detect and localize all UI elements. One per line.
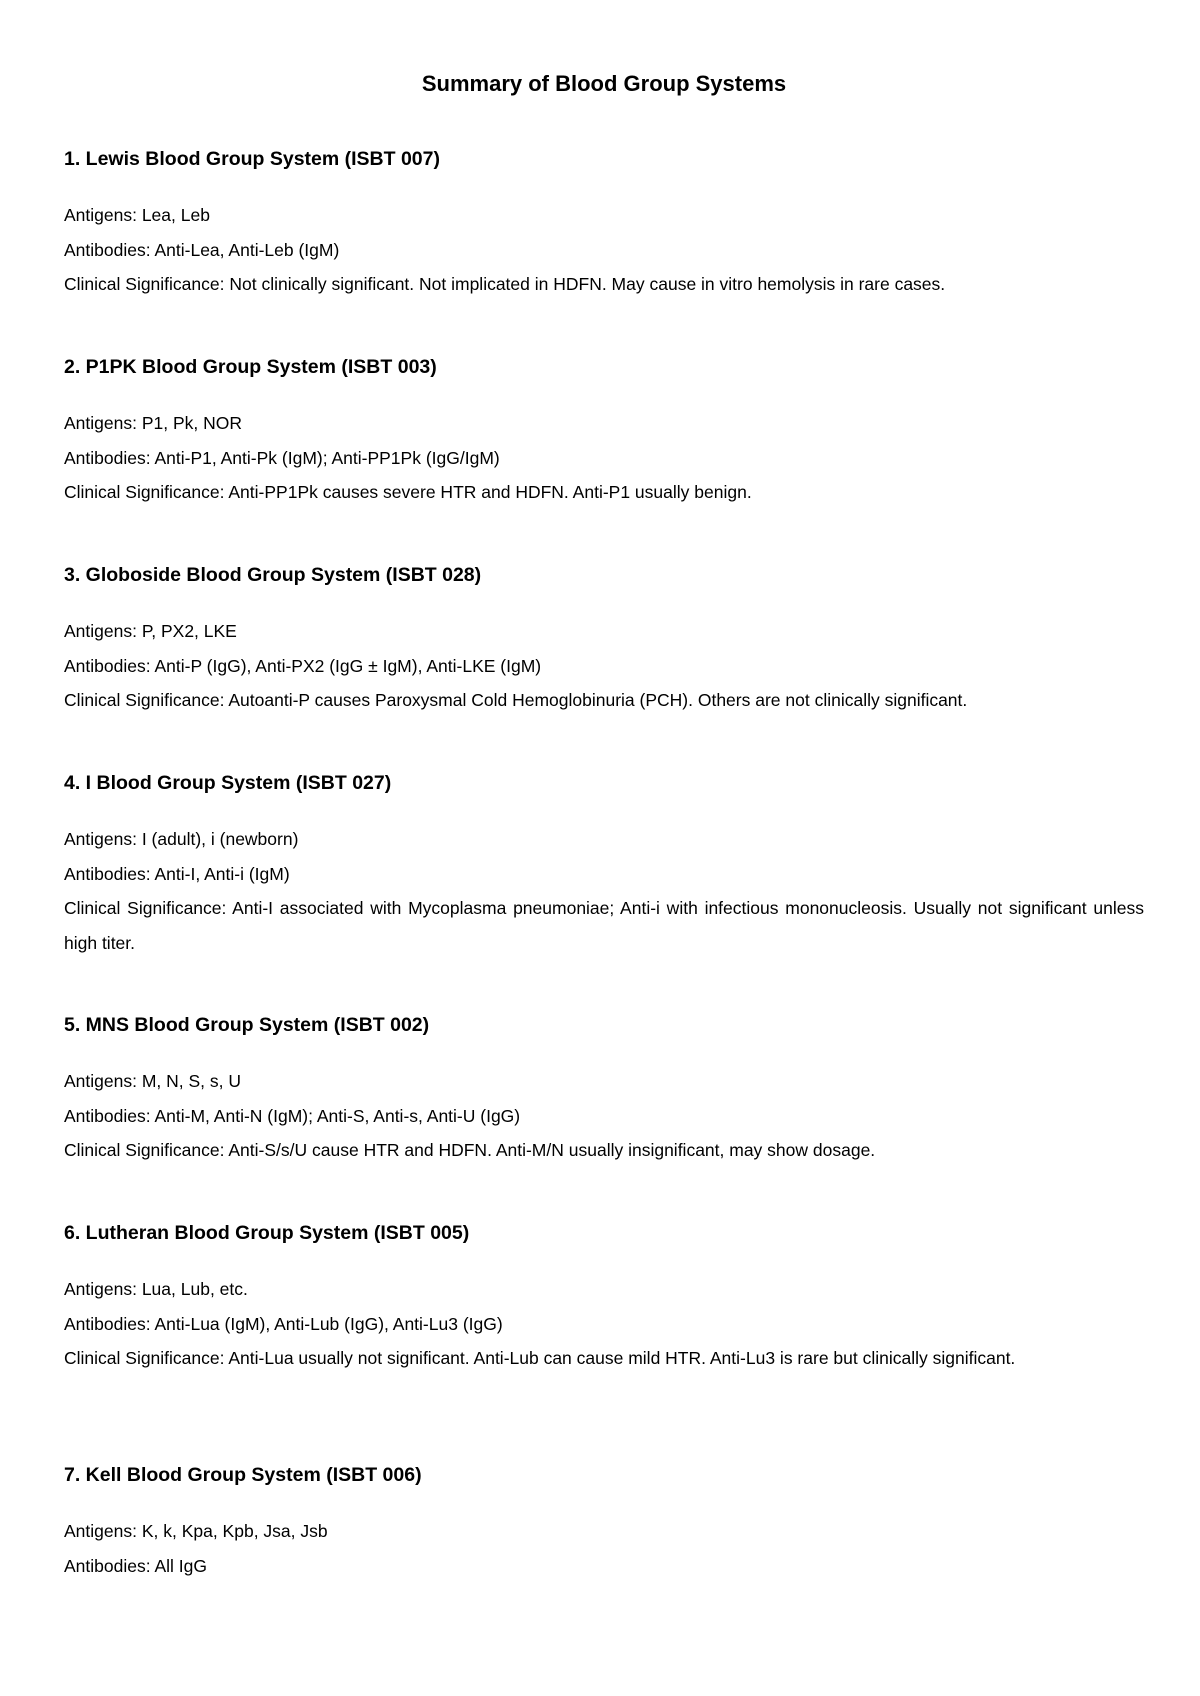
- clinical-significance-line: Clinical Significance: Not clinically significant. Not implicated in HDFN. May cause in vitro hemolysis in rare cases.: [64, 274, 946, 294]
- antigens-line: Antigens: M, N, S, s, U: [64, 1071, 241, 1091]
- section-globoside: [64, 560, 1144, 718]
- section-lewis: [64, 144, 1144, 302]
- clinical-significance-line: Clinical Significance: Anti-S/s/U cause HTR and HDFN. Anti-M/N usually insignificant, may show dosage.: [64, 1140, 876, 1160]
- antibodies-line: Antibodies: Anti-I, Anti-i (IgM): [64, 863, 290, 884]
- antibodies-line: Antibodies: Anti-Lua (IgM), Anti-Lub (IgG), Anti-Lu3 (IgG): [64, 1313, 503, 1334]
- antigens-line: Antigens: P, PX2, LKE: [64, 621, 237, 641]
- antigens-line: Antigens: I (adult), i (newborn): [64, 829, 299, 849]
- section-kell: [64, 1460, 1144, 1583]
- section-heading: 5. MNS Blood Group System (ISBT 002): [64, 1014, 430, 1036]
- section-heading: 3. Globoside Blood Group System (ISBT 028): [64, 564, 482, 586]
- section-p1pk: [64, 352, 1144, 510]
- document-title: Summary of Blood Group Systems: [421, 71, 787, 96]
- section-heading: 1. Lewis Blood Group System (ISBT 007): [64, 148, 440, 170]
- antibodies-line: Antibodies: Anti-Lea, Anti-Leb (IgM): [64, 239, 340, 260]
- section-body: [64, 198, 1144, 302]
- antibodies-line: Antibodies: All IgG: [64, 1555, 207, 1576]
- antigens-line: Antigens: Lua, Lub, etc.: [64, 1279, 248, 1299]
- section-body: [64, 1064, 1144, 1168]
- section-i: [64, 768, 1144, 960]
- antigens-line: Antigens: Lea, Leb: [64, 205, 210, 225]
- section-heading: 7. Kell Blood Group System (ISBT 006): [64, 1464, 422, 1486]
- clinical-significance-line: Clinical Significance: Anti-I associated with Mycoplasma pneumoniae; Anti-i with infectious mononucleosis. Usually not significant unless high titer.: [64, 898, 1144, 953]
- section-heading: 6. Lutheran Blood Group System (ISBT 005): [64, 1222, 470, 1244]
- section-body: [64, 822, 1144, 960]
- section-heading: 2. P1PK Blood Group System (ISBT 003): [64, 356, 437, 378]
- section-body: [64, 1514, 1144, 1583]
- clinical-significance-line: Clinical Significance: Anti-Lua usually not significant. Anti-Lub can cause mild HTR. Anti-Lu3 is rare but clinically significant.: [64, 1348, 1016, 1368]
- antibodies-line: Antibodies: Anti-M, Anti-N (IgM); Anti-S, Anti-s, Anti-U (IgG): [64, 1105, 521, 1126]
- antigens-line: Antigens: P1, Pk, NOR: [64, 413, 242, 433]
- antigens-line: Antigens: K, k, Kpa, Kpb, Jsa, Jsb: [64, 1521, 328, 1541]
- section-body: [64, 614, 1144, 718]
- clinical-significance-line: Clinical Significance: Autoanti-P causes Paroxysmal Cold Hemoglobinuria (PCH). Others are not clinically significant.: [64, 690, 968, 710]
- section-body: [64, 1272, 1144, 1376]
- clinical-significance-line: Clinical Significance: Anti-PP1Pk causes severe HTR and HDFN. Anti-P1 usually benign.: [64, 482, 752, 502]
- section-body: [64, 406, 1144, 510]
- section-lutheran: [64, 1218, 1144, 1376]
- section-heading: 4. I Blood Group System (ISBT 027): [64, 772, 392, 794]
- antibodies-line: Antibodies: Anti-P (IgG), Anti-PX2 (IgG ± IgM), Anti-LKE (IgM): [64, 655, 542, 676]
- section-mns: [64, 1010, 1144, 1168]
- antibodies-line: Antibodies: Anti-P1, Anti-Pk (IgM); Anti-PP1Pk (IgG/IgM): [64, 447, 500, 468]
